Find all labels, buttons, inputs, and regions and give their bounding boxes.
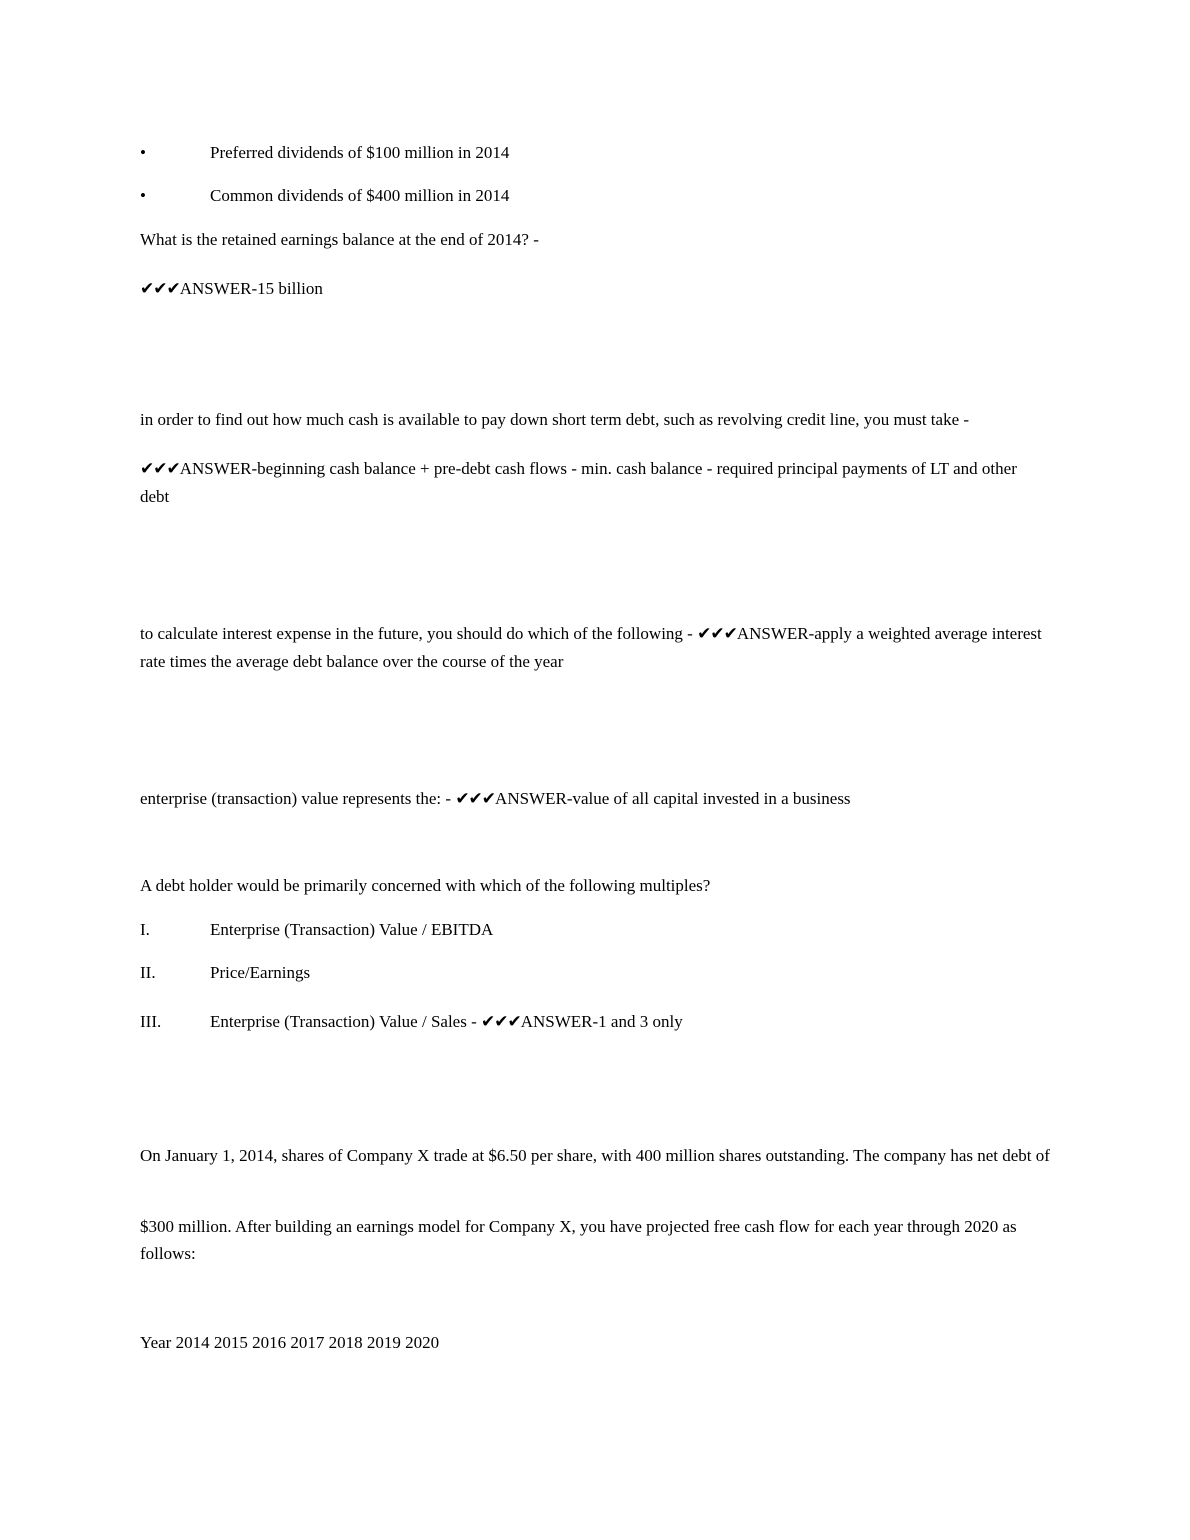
answer-text: ANSWER-apply a weighted average interest rate times the average debt balance over the course of the year — [140, 624, 1042, 671]
question-retained-earnings: What is the retained earnings balance at the end of 2014? - — [140, 230, 539, 249]
paragraph-company-x-shares: On January 1, 2014, shares of Company X trade at $6.50 per share, with 400 million shares outstanding. The company has net debt of — [140, 1146, 1050, 1165]
checkmark-icon: ✔✔✔ — [140, 279, 180, 299]
bullet-marker: • — [140, 186, 146, 205]
option-ev-ebitda: Enterprise (Transaction) Value / EBITDA — [210, 920, 494, 939]
question-cash-available: in order to find out how much cash is available to pay down short term debt, such as revolving credit line, you must take - — [140, 410, 970, 429]
years-header-line: Year 2014 2015 2016 2017 2018 2019 2020 — [140, 1333, 440, 1352]
option-marker: III. — [140, 1012, 162, 1031]
paragraph-company-x-net-debt: $300 million. After building an earnings model for Company X, you have projected free cash flow for each year through 2020 as follows: — [140, 1217, 1017, 1263]
bullet-item-preferred-dividends: Preferred dividends of $100 million in 2014 — [210, 143, 510, 162]
answer-cash-available — [140, 455, 1050, 510]
checkmark-icon: ✔✔✔ — [140, 459, 180, 479]
option-ev-sales — [210, 1008, 683, 1036]
question-interest-expense — [140, 620, 1050, 675]
answer-text: ANSWER-15 billion — [179, 279, 323, 298]
option-marker: II. — [140, 963, 156, 982]
answer-retained-earnings — [140, 275, 1050, 303]
answer-text: ANSWER-value of all capital invested in a business — [495, 789, 851, 808]
answer-text: ANSWER-beginning cash balance + pre-debt cash flows - min. cash balance - required principal payments of LT and other debt — [140, 459, 1017, 506]
answer-text: ANSWER-1 and 3 only — [520, 1012, 683, 1031]
question-debt-holder-multiples: A debt holder would be primarily concerned with which of the following multiples? — [140, 876, 711, 895]
option-price-earnings: Price/Earnings — [210, 963, 311, 982]
option-marker: I. — [140, 920, 150, 939]
question-text: to calculate interest expense in the future, you should do which of the following - — [140, 624, 693, 643]
option-text: Enterprise (Transaction) Value / Sales - — [210, 1012, 477, 1031]
question-text: enterprise (transaction) value represents the: - — [140, 789, 452, 808]
checkmark-icon: ✔✔✔ — [481, 1012, 521, 1032]
checkmark-icon: ✔✔✔ — [697, 624, 737, 644]
bullet-marker: • — [140, 143, 146, 162]
bullet-item-common-dividends: Common dividends of $400 million in 2014 — [210, 186, 510, 205]
checkmark-icon: ✔✔✔ — [455, 789, 496, 809]
question-enterprise-value — [140, 785, 1050, 813]
